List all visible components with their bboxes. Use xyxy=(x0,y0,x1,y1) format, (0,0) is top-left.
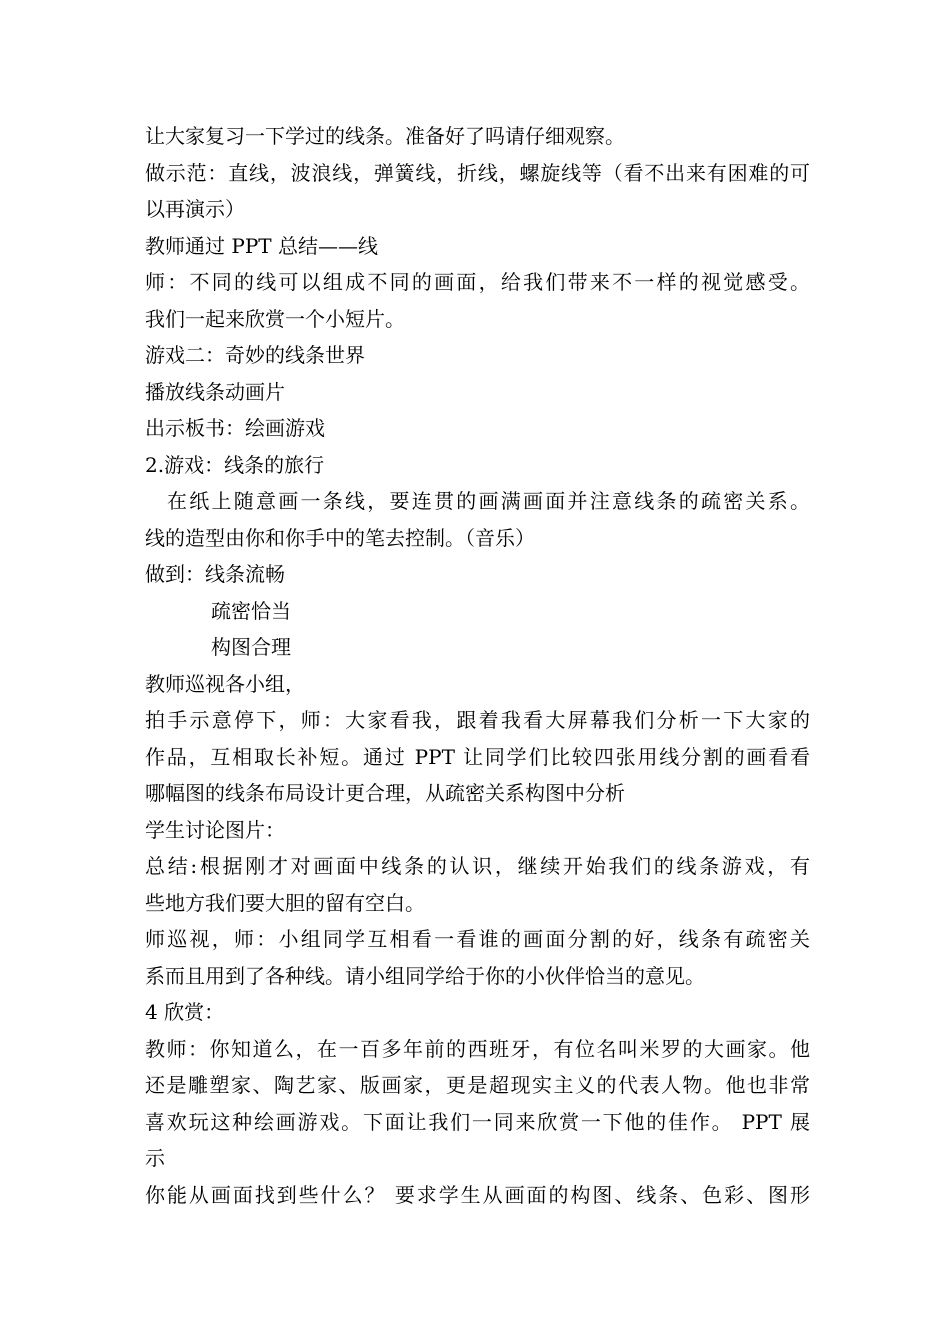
text-line: 些地方我们要大胆的留有空白。 xyxy=(145,890,425,915)
text-line: 出示板书：绘画游戏 xyxy=(145,416,325,440)
text-line: 我们一起来欣赏一个小短片。 xyxy=(145,306,405,331)
text-line: 总结:根据刚才对画面中线条的认识，继续开始我们的线条游戏，有 xyxy=(145,854,810,878)
text-line: 教师通过 PPT 总结——线 xyxy=(145,233,378,258)
text-line: 示 xyxy=(145,1146,165,1170)
text-line: 喜欢玩这种绘画游戏。下面让我们一同来欣赏一下他的佳作。 PPT 展 xyxy=(145,1109,810,1134)
text-line: 拍手示意停下，师：大家看我，跟着我看大屏幕我们分析一下大家的 xyxy=(145,708,810,732)
text-line: 你能从画面找到些什么？ 要求学生从画面的构图、线条、色彩、图形 xyxy=(145,1182,810,1207)
text-line: 在纸上随意画一条线，要连贯的画满画面并注意线条的疏密关系。 xyxy=(167,489,810,513)
text-line: 播放线条动画片 xyxy=(145,379,285,404)
text-line: 2.游戏：线条的旅行 xyxy=(145,452,325,477)
text-line: 疏密恰当 xyxy=(211,598,291,623)
text-line: 以再演示） xyxy=(145,197,245,221)
text-line: 做示范：直线，波浪线，弹簧线，折线，螺旋线等（看不出来有困难的可 xyxy=(145,160,810,185)
text-line: 游戏二：奇妙的线条世界 xyxy=(145,343,365,367)
text-line: 做到：线条流畅 xyxy=(145,562,285,586)
text-line: 作品，互相取长补短。通过 PPT 让同学们比较四张用线分割的画看看 xyxy=(145,744,810,769)
text-line: 哪幅图的线条布局设计更合理，从疏密关系构图中分析 xyxy=(145,781,625,805)
text-line: 系而且用到了各种线。请小组同学给于你的小伙伴恰当的意见。 xyxy=(145,963,705,988)
text-line: 师巡视，师：小组同学互相看一看谁的画面分割的好，线条有疏密关 xyxy=(145,927,810,951)
document-body xyxy=(145,118,810,1213)
text-line: 教师：你知道么，在一百多年前的西班牙，有位名叫米罗的大画家。他 xyxy=(145,1036,810,1061)
text-line: 让大家复习一下学过的线条。准备好了吗请仔细观察。 xyxy=(145,124,625,148)
text-line: 线的造型由你和你手中的笔去控制。（音乐） xyxy=(145,525,535,550)
text-line: 教师巡视各小组， xyxy=(145,671,305,696)
text-line: 师：不同的线可以组成不同的画面，给我们带来不一样的视觉感受。 xyxy=(145,270,810,294)
text-line: 构图合理 xyxy=(211,635,291,659)
text-line: 4 欣赏： xyxy=(145,1000,225,1024)
text-line: 还是雕塑家、陶艺家、版画家，更是超现实主义的代表人物。他也非常 xyxy=(145,1073,810,1097)
text-line: 学生讨论图片： xyxy=(145,817,285,842)
